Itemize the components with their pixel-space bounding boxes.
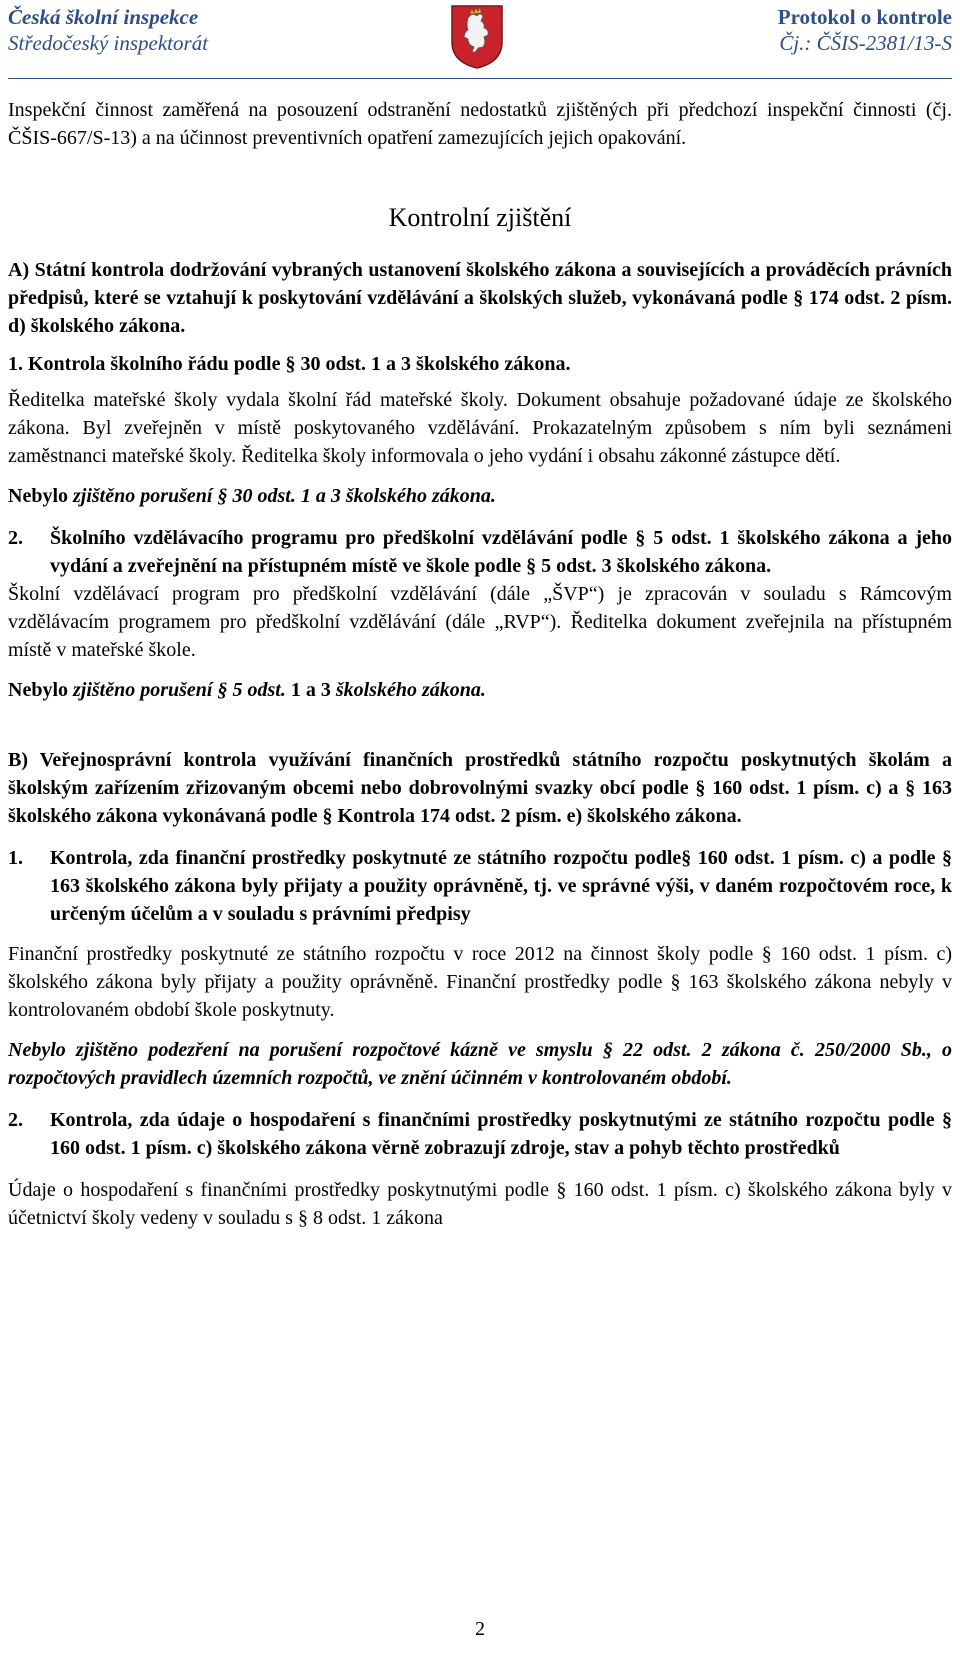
result-text: zjištěno porušení § 30 odst. 1 a 3 školského zákona. — [73, 485, 496, 507]
header-organization — [8, 4, 208, 56]
result-text: školského zákona. — [335, 679, 486, 701]
header-document-info — [778, 4, 952, 56]
section-b-item2 — [8, 1106, 952, 1162]
section-b-item2-heading: Kontrola, zda údaje o hospodaření s finančními prostředky poskytnutými ze státního rozpočtu podle § 160 odst. 1 písm. c) školského zákona věrně zobrazují zdroje, stav a pohyb těchto prostředků — [50, 1109, 952, 1159]
header-divider — [8, 78, 952, 79]
item-number: 2. — [8, 1109, 23, 1131]
result-text: zjištěno porušení § 5 odst. — [73, 679, 286, 701]
section-a-item2-text: Školní vzdělávací program pro předškolní vzdělávání (dále „ŠVP“) je zpracován v souladu s Rámcovým vzdělávacím programem pro předškolní vzdělávání (dále „RVP“). Ředitelka dokument zveřejnila na přístupném místě v mateřské škole. — [8, 583, 952, 661]
section-a-heading: A) Státní kontrola dodržování vybraných ustanovení školského zákona a souvisejících a prováděcích právních předpisů, které se vztahují k poskytování vzdělávání a školských služeb, vykonávaná podle § 174 odst. 2 písm. d) školského zákona. — [8, 259, 952, 337]
section-a-item2 — [8, 524, 952, 580]
page-number: 2 — [475, 1618, 485, 1640]
result-text: , o rozpočtových pravidlech územních rozpočtů, ve znění účinném v kontrolovaném období. — [8, 1039, 952, 1089]
section-b-item1-heading: Kontrola, zda finanční prostředky poskytnuté ze státního rozpočtu podle§ 160 odst. 1 písm. c) a podle § 163 školského zákona byly přijaty a použity oprávněně, tj. ve správné výši, v daném rozpočtovém roce, k určeným účelům a v souladu s právními předpisy — [50, 847, 952, 925]
header-org-line2: Středočeský inspektorát — [8, 31, 209, 55]
item-number: 1. — [8, 847, 23, 869]
item-number: 2. — [8, 527, 23, 549]
section-b-item1-text: Finanční prostředky poskytnuté ze státního rozpočtu v roce 2012 na činnost školy podle § 160 odst. 1 písm. c) školského zákona byly přijaty a použity oprávněně. Finanční prostředky podle § 163 školského zákona nebyly v kontrolovaném období škole poskytnuty. — [8, 943, 952, 1021]
intro-paragraph: Inspekční činnost zaměřená na posouzení odstranění nedostatků zjištěných při předchozí inspekční činnosti (čj. ČŠIS-667/S-13) a na účinnost preventivních opatření zamezujících jejich opakování. — [8, 99, 952, 149]
header-doc-title: Protokol o kontrole — [777, 5, 952, 29]
result-text-bold: Nebylo zjištěno podezření na porušení rozpočtové kázně ve smyslu § 22 odst. 2 zákona č. 250/2000 Sb. — [8, 1039, 927, 1061]
section-b-item1-result — [8, 1036, 952, 1092]
czech-lion-emblem-icon — [450, 4, 504, 70]
section-b-heading: B) Veřejnosprávní kontrola využívání finančních prostředků státního rozpočtu poskytnutých školám a školským zařízením zřizovaným obcemi nebo dobrovolnými svazky obcí podle § 160 odst. 1 písm. c) a § 163 školského zákona vykonávaná podle § Kontrola 174 odst. 2 písm. e) školského zákona. — [8, 749, 952, 827]
result-prefix: Nebylo — [8, 485, 73, 507]
section-a-item2-result — [8, 676, 952, 704]
section-b-item1 — [8, 844, 952, 928]
document-body — [8, 96, 952, 1232]
section-a-item1-result — [8, 482, 952, 510]
section-a-item1-heading: 1. Kontrola školního řádu podle § 30 odst. 1 a 3 školského zákona. — [8, 353, 571, 375]
section-title: Kontrolní zjištění — [388, 203, 572, 232]
header-org-line1: Česká školní inspekce — [8, 5, 199, 29]
header-doc-reference: Čj.: ČŠIS-2381/13-S — [779, 31, 952, 55]
result-prefix: Nebylo — [8, 679, 73, 701]
result-text: 1 a 3 — [285, 679, 336, 701]
section-a-item1-text: Ředitelka mateřské školy vydala školní řád mateřské školy. Dokument obsahuje požadované údaje ze školského zákona. Byl zveřejněn v místě poskytovaného vzdělávání. Prokazatelným způsobem s ním byli seznámeni zaměstnanci mateřské školy. Ředitelka školy informovala o jeho vydání i obsahu zákonné zástupce dětí. — [8, 389, 952, 467]
section-a-item2-heading: Školního vzdělávacího programu pro předškolní vzdělávání podle § 5 odst. 1 školského zákona a jeho vydání a zveřejnění na přístupném místě ve škole podle § 5 odst. 3 školského zákona. — [50, 527, 952, 577]
section-b-item2-text: Údaje o hospodaření s finančními prostředky poskytnutými podle § 160 odst. 1 písm. c) školského zákona byly v účetnictví školy vedeny v souladu s § 8 odst. 1 zákona — [8, 1179, 952, 1229]
